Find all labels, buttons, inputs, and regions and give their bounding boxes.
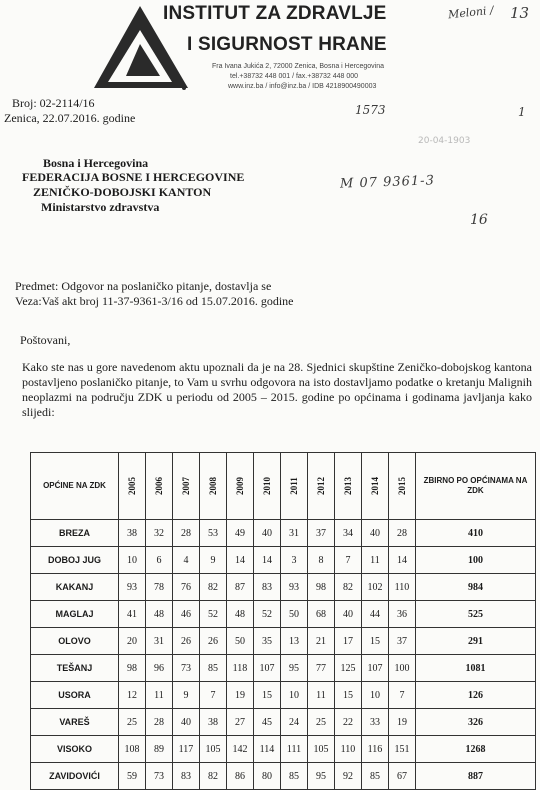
table-cell: 98 [119,655,146,682]
table-cell: 14 [254,547,281,574]
table-cell: 27 [227,709,254,736]
municipality-total: 126 [416,682,536,709]
table-cell: 116 [362,736,389,763]
table-cell: 40 [362,520,389,547]
institute-phone-fax: tel.+38732 448 001 / fax.+38732 448 000 [230,73,359,80]
municipality-name: KAKANJ [31,574,119,601]
table-row [31,574,536,601]
table-cell: 4 [173,547,200,574]
institute-address: Fra Ivana Jukića 2, 72000 Zenica, Bosna i Hercegovina [212,63,384,70]
table-cell: 86 [227,763,254,790]
year-label: 2010 [262,476,272,495]
column-header-year [281,453,308,520]
table-cell: 108 [119,736,146,763]
municipality-total: 100 [416,547,536,574]
column-header-year [254,453,281,520]
table-cell: 19 [227,682,254,709]
table-cell: 33 [362,709,389,736]
table-cell: 17 [335,628,362,655]
table-cell: 3 [281,547,308,574]
table-cell: 36 [389,601,416,628]
table-cell: 44 [362,601,389,628]
table-cell: 93 [281,574,308,601]
table-cell: 83 [254,574,281,601]
table-cell: 40 [254,520,281,547]
table-row [31,736,536,763]
table-cell: 98 [308,574,335,601]
table-header-row [31,453,536,520]
table-cell: 100 [389,655,416,682]
year-label: 2006 [154,476,164,495]
table-cell: 7 [335,547,362,574]
municipality-total: 326 [416,709,536,736]
table-cell: 15 [362,628,389,655]
table-cell: 82 [335,574,362,601]
table-row [31,601,536,628]
table-cell: 9 [173,682,200,709]
year-label: 2013 [343,476,353,495]
recipient-line: Ministarstvo zdravstva [41,200,160,214]
table-cell: 45 [254,709,281,736]
table-cell: 87 [227,574,254,601]
table-cell: 107 [254,655,281,682]
municipality-total: 1268 [416,736,536,763]
table-cell: 107 [362,655,389,682]
table-cell: 28 [389,520,416,547]
table-cell: 118 [227,655,254,682]
table-cell: 78 [146,574,173,601]
table-cell: 10 [119,547,146,574]
table-cell: 50 [281,601,308,628]
table-cell: 52 [254,601,281,628]
column-header-year [308,453,335,520]
handwritten-mark: 1 [518,105,526,119]
table-cell: 40 [173,709,200,736]
table-cell: 31 [281,520,308,547]
table-cell: 105 [200,736,227,763]
year-label: 2015 [397,476,407,495]
table-cell: 24 [281,709,308,736]
table-cell: 48 [146,601,173,628]
table-row [31,709,536,736]
table-cell: 10 [362,682,389,709]
table-cell: 7 [389,682,416,709]
table-cell: 28 [146,709,173,736]
table-cell: 6 [146,547,173,574]
table-cell: 12 [119,682,146,709]
table-cell: 19 [389,709,416,736]
municipality-name: VAREŠ [31,709,119,736]
table-cell: 41 [119,601,146,628]
municipality-total: 291 [416,628,536,655]
table-cell: 114 [254,736,281,763]
cancer-cases-table [30,452,536,790]
municipality-total: 410 [416,520,536,547]
table-cell: 77 [308,655,335,682]
municipality-name: ZAVIDOVIĆI [31,763,119,790]
handwritten-number: 13 [510,4,530,22]
table-cell: 37 [308,520,335,547]
table-cell: 38 [200,709,227,736]
table-cell: 85 [200,655,227,682]
year-label: 2008 [208,476,218,495]
column-header-year [173,453,200,520]
table-cell: 21 [308,628,335,655]
table-cell: 34 [335,520,362,547]
table-cell: 85 [281,763,308,790]
municipality-name: USORA [31,682,119,709]
institute-name-line1: INSTITUT ZA ZDRAVLJE [163,3,387,24]
municipality-name: MAGLAJ [31,601,119,628]
table-cell: 111 [281,736,308,763]
table-cell: 52 [200,601,227,628]
table-cell: 11 [362,547,389,574]
municipality-total: 887 [416,763,536,790]
column-header-year [335,453,362,520]
recipient-line: ZENIČKO-DOBOJSKI KANTON [33,185,212,199]
greeting: Poštovani, [20,333,71,347]
table-cell: 26 [200,628,227,655]
table-cell: 8 [308,547,335,574]
table-cell: 49 [227,520,254,547]
table-cell: 92 [335,763,362,790]
table-row [31,628,536,655]
recipient-line: Bosna i Hercegovina [43,156,149,170]
table-cell: 15 [335,682,362,709]
table-cell: 46 [173,601,200,628]
table-cell: 117 [173,736,200,763]
table-cell: 95 [308,763,335,790]
handwritten-note: Meloni / [447,3,495,22]
municipality-name: DOBOJ JUG [31,547,119,574]
institute-name-line2: I SIGURNOST HRANE [187,34,387,55]
column-header-year [362,453,389,520]
table-cell: 89 [146,736,173,763]
table-cell: 67 [389,763,416,790]
table-cell: 80 [254,763,281,790]
municipality-total: 1081 [416,655,536,682]
table-cell: 28 [173,520,200,547]
table-cell: 38 [119,520,146,547]
table-cell: 82 [200,574,227,601]
table-cell: 15 [254,682,281,709]
table-cell: 105 [308,736,335,763]
table-cell: 110 [335,736,362,763]
table-cell: 11 [146,682,173,709]
year-label: 2009 [235,476,245,495]
column-header-year [146,453,173,520]
table-cell: 32 [146,520,173,547]
table-cell: 25 [119,709,146,736]
institute-web-email: www.inz.ba / info@inz.ba / IDB 4218900490003 [228,83,377,90]
recipient-line: FEDERACIJA BOSNE I HERCEGOVINE [22,170,245,184]
table-cell: 50 [227,628,254,655]
year-label: 2014 [370,476,380,495]
table-cell: 82 [200,763,227,790]
table-cell: 40 [335,601,362,628]
table-cell: 93 [119,574,146,601]
column-header-total: ZBIRNO PO OPĆINAMA NA ZDK [416,453,536,520]
table-cell: 125 [335,655,362,682]
table-cell: 26 [173,628,200,655]
municipality-name: BREZA [31,520,119,547]
municipality-total: 984 [416,574,536,601]
year-label: 2012 [316,476,326,495]
table-cell: 9 [200,547,227,574]
table-cell: 142 [227,736,254,763]
table-cell: 85 [362,763,389,790]
column-header-year [119,453,146,520]
table-cell: 35 [254,628,281,655]
document-date: Zenica, 22.07.2016. godine [4,111,136,125]
table-cell: 20 [119,628,146,655]
table-cell: 83 [173,763,200,790]
municipality-name: OLOVO [31,628,119,655]
document-number: Broj: 02-2114/16 [12,96,95,110]
table-cell: 95 [281,655,308,682]
table-cell: 96 [146,655,173,682]
table-cell: 73 [173,655,200,682]
municipality-name: VISOKO [31,736,119,763]
column-header-year [389,453,416,520]
table-cell: 11 [308,682,335,709]
table-cell: 13 [281,628,308,655]
table-cell: 37 [389,628,416,655]
table-row [31,547,536,574]
table-cell: 59 [119,763,146,790]
table-row [31,520,536,547]
table-cell: 22 [335,709,362,736]
year-label: 2007 [181,476,191,495]
table-cell: 110 [389,574,416,601]
column-header-year [227,453,254,520]
handwritten-reference: M 07 9361-3 [339,173,436,192]
handwritten-number: 16 [470,212,488,228]
year-label: 2005 [127,476,137,495]
table-cell: 25 [308,709,335,736]
table-cell: 102 [362,574,389,601]
faint-stamp: 20-04-1903 [418,136,471,146]
municipality-total: 525 [416,601,536,628]
municipality-name: TEŠANJ [31,655,119,682]
table-cell: 14 [389,547,416,574]
table-cell: 53 [200,520,227,547]
column-header-year [200,453,227,520]
table-row [31,763,536,790]
subject-line: Predmet: Odgovor na poslaničko pitanje, dostavlja se [15,279,272,293]
table-cell: 7 [200,682,227,709]
table-cell: 76 [173,574,200,601]
table-cell: 31 [146,628,173,655]
table-cell: 10 [281,682,308,709]
reference-line: Veza:Vaš akt broj 11-37-9361-3/16 od 15.07.2016. godine [15,294,294,308]
table-row [31,682,536,709]
table-cell: 151 [389,736,416,763]
table-row [31,655,536,682]
table-cell: 14 [227,547,254,574]
body-paragraph: Kako ste nas u gore navedenom aktu upoznali da je na 28. Sjednici skupštine Zeničko-dobojskog kantona postavljeno poslaničko pitanje, to Vam u svrhu odgovora na isto dostavljamo podatke o kretanju Malignih neoplazmi na području ZDK u periodu od 2005 – 2015. godine po općinama i godinama javljanja kako slijedi: [22,360,532,419]
handwritten-number: 1573 [355,103,386,117]
table-cell: 68 [308,601,335,628]
table-cell: 73 [146,763,173,790]
column-header-municipality: OPĆINE NA ZDK [31,453,119,520]
year-label: 2011 [288,476,299,495]
table-cell: 48 [227,601,254,628]
